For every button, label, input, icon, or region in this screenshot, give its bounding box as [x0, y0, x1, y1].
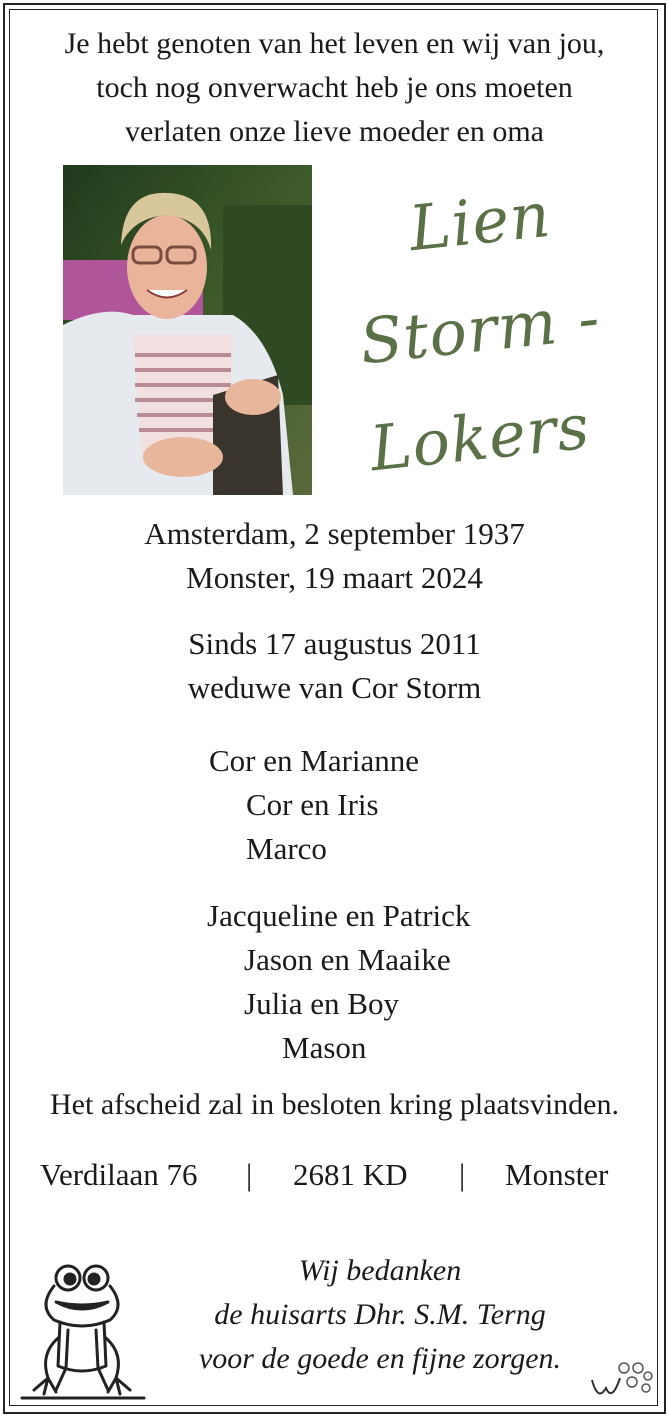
thanks-line: de huisarts Dhr. S.M. Terng [214, 1298, 546, 1331]
portrait-photo [63, 165, 312, 495]
birth-line: Amsterdam, 2 september 1937 [144, 516, 525, 551]
family2-parents: Jacqueline en Patrick [207, 898, 471, 933]
address-separator: | [246, 1157, 253, 1192]
address-city: Monster [505, 1157, 609, 1192]
poem-line: verlaten onze lieve moeder en oma [125, 115, 544, 148]
family1-child: Cor en Iris [246, 787, 379, 822]
name-line: Storm - [356, 280, 604, 379]
widow-note [0, 622, 669, 710]
frog-icon [18, 1258, 148, 1403]
thanks-line: voor de goede en fijne zorgen. [198, 1342, 562, 1375]
widow-line: Sinds 17 augustus 2011 [188, 626, 481, 661]
deceased-name [330, 168, 630, 492]
family2-grandchild: Mason [282, 1030, 367, 1065]
death-line: Monster, 19 maart 2024 [186, 560, 483, 595]
thanks-note [190, 1249, 570, 1381]
address-separator: | [459, 1157, 466, 1192]
poem [0, 22, 669, 154]
poem-line: Je hebt genoten van het leven en wij van jou, [64, 27, 605, 60]
poem-line: toch nog onverwacht heb je ons moeten [96, 71, 573, 104]
publisher-logo-icon [588, 1358, 656, 1406]
address-street: Verdilaan 76 [40, 1157, 198, 1192]
family2-child: Julia en Boy [244, 986, 399, 1021]
address-postcode: 2681 KD [293, 1157, 408, 1192]
birth-death-dates [0, 512, 669, 600]
family1-child: Marco [246, 831, 327, 866]
farewell-note: Het afscheid zal in besloten kring plaatsvinden. [50, 1088, 619, 1121]
name-line: Lien [405, 177, 555, 266]
family2-child: Jason en Maaike [244, 942, 451, 977]
family1-parents: Cor en Marianne [209, 743, 420, 778]
thanks-line: Wij bedanken [298, 1254, 462, 1287]
name-line: Lokers [366, 389, 594, 486]
widow-line: weduwe van Cor Storm [187, 670, 482, 705]
